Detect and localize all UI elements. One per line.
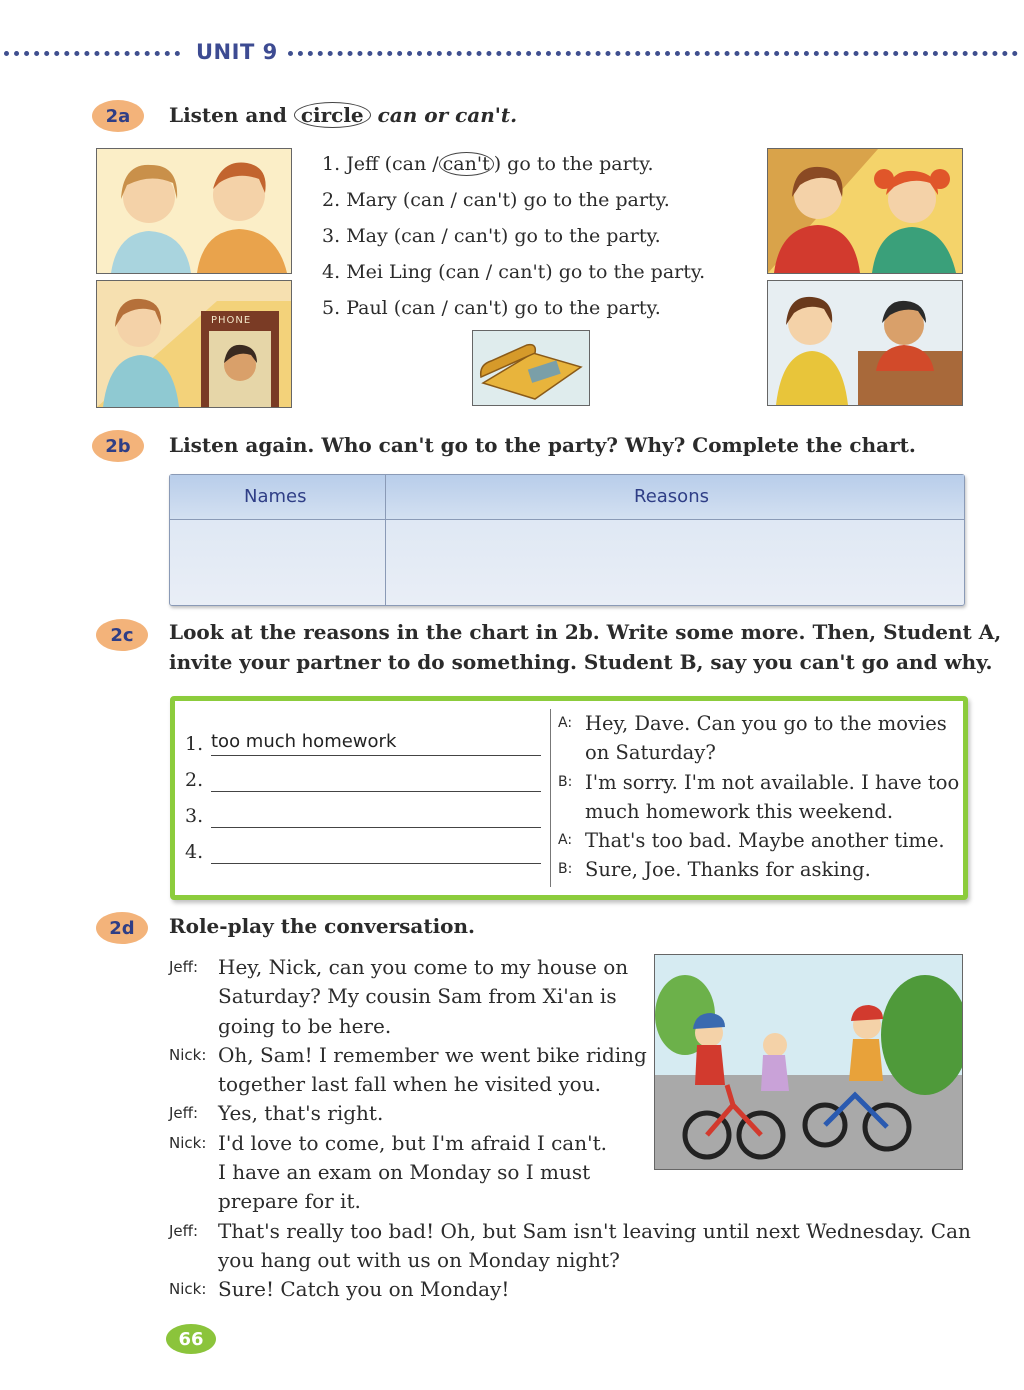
illustration-telephone <box>472 330 590 406</box>
item-text: Mei Ling (can / can't) go to the party. <box>346 261 706 283</box>
header-dotted-rule-right <box>288 51 1018 56</box>
list-item <box>322 254 705 290</box>
conversation-text: I'd love to come, but I'm afraid I can't. <box>218 1130 608 1155</box>
speaker-label: Nick: <box>169 1280 207 1299</box>
conversation-line <box>169 1099 971 1128</box>
item-text: Jeff (can / <box>346 153 439 175</box>
conversation-line <box>169 1187 971 1216</box>
item-number: 4. <box>322 261 341 283</box>
conversation-line <box>169 1217 971 1246</box>
dialogue-line <box>558 797 959 826</box>
box-divider <box>550 709 551 887</box>
dialogue-line <box>558 855 959 884</box>
dialogue-line <box>558 738 959 767</box>
names-reasons-chart <box>169 474 965 606</box>
speaker-label: Nick: <box>169 1133 207 1152</box>
conversation-text: going to be here. <box>218 1013 392 1038</box>
instruction-2c-line1: Look at the reasons in the chart in 2b. Write some more. Then, Student A, <box>169 620 1002 644</box>
section-badge-2c: 2c <box>96 619 148 651</box>
unit-title: UNIT 9 <box>196 40 278 64</box>
illustration-phone-booth <box>96 280 292 408</box>
conversation-line <box>169 953 971 982</box>
reason-number: 2. <box>185 769 204 791</box>
chart-column-divider <box>385 475 386 605</box>
conversation-text: together last fall when he visited you. <box>218 1072 601 1097</box>
dialogue-text: Sure, Joe. Thanks for asking. <box>585 858 871 882</box>
conversation-text: Saturday? My cousin Sam from Xi'an is <box>218 984 617 1009</box>
instruction-2a <box>169 100 517 130</box>
dialogue-text: I'm sorry. I'm not available. I have too <box>585 770 960 794</box>
reason-number: 3. <box>185 805 204 827</box>
conversation-line <box>169 1158 971 1187</box>
section-badge-2a: 2a <box>92 100 144 132</box>
conversation-text: Yes, that's right. <box>218 1101 384 1126</box>
section-badge-2b: 2b <box>92 430 144 462</box>
sample-dialogue <box>558 709 959 885</box>
conversation-text: I have an exam on Monday so I must <box>218 1160 591 1185</box>
conversation-text: Oh, Sam! I remember we went bike riding <box>218 1042 647 1067</box>
circled-answer: can't <box>439 152 494 176</box>
conversation-line <box>169 1246 971 1275</box>
dialogue-line <box>558 709 959 738</box>
reasons-and-dialogue-box <box>170 696 968 900</box>
speaker-label: B: <box>558 773 573 790</box>
item-number: 1. <box>322 153 341 175</box>
list-item <box>322 146 705 182</box>
illustration-girl-and-boy <box>96 148 292 274</box>
list-item <box>322 218 705 254</box>
dialogue-text: much homework this weekend. <box>585 799 894 823</box>
item-text: ) go to the party. <box>493 153 654 175</box>
page-number: 66 <box>166 1324 216 1354</box>
speaker-label: A: <box>558 715 573 731</box>
header-dotted-rule-left <box>4 51 180 56</box>
reason-answer-1: too much homework <box>211 731 397 752</box>
phone-booth-sign: PHONE <box>211 315 252 326</box>
list-item <box>322 290 705 326</box>
item-text: Mary (can / can't) go to the party. <box>346 189 670 211</box>
reason-number: 4. <box>185 841 204 863</box>
instruction-2b: Listen again. Who can't go to the party? Why? Complete the chart. <box>169 433 916 457</box>
speaker-label: A: <box>558 832 573 849</box>
instruction-2c-line2: invite your partner to do something. Student B, say you can't go and why. <box>169 650 993 674</box>
conversation-text: Hey, Nick, can you come to my house on <box>218 955 629 979</box>
roleplay-conversation <box>169 953 971 1305</box>
reasons-answer-cell[interactable] <box>387 521 963 603</box>
speaker-label: Jeff: <box>169 958 199 976</box>
dialogue-line <box>558 826 959 855</box>
conversation-text: you hang out with us on Monday night? <box>218 1247 620 1272</box>
instruction-2c <box>169 617 1001 677</box>
reason-line-4[interactable] <box>211 863 541 864</box>
item-text: May (can / can't) go to the party. <box>346 225 661 247</box>
dialogue-text: That's too bad. Maybe another time. <box>585 829 945 853</box>
reason-line-3[interactable] <box>211 827 541 828</box>
section-badge-2d: 2d <box>96 912 148 944</box>
dialogue-text: on Saturday? <box>585 741 716 765</box>
reason-line-1[interactable] <box>211 755 541 756</box>
dialogue-line <box>558 768 959 797</box>
speaker-label: B: <box>558 861 573 878</box>
item-number: 3. <box>322 225 341 247</box>
item-number: 2. <box>322 189 341 211</box>
instruction-2a-circled-word: circle <box>294 102 371 128</box>
reason-line-2[interactable] <box>211 791 541 792</box>
speaker-label: Jeff: <box>169 1221 199 1240</box>
names-answer-cell[interactable] <box>170 521 385 603</box>
chart-header-reasons: Reasons <box>634 486 709 507</box>
listen-items-2a <box>322 146 705 326</box>
dialogue-text: Hey, Dave. Can you go to the movies <box>585 712 947 735</box>
item-number: 5. <box>322 297 341 319</box>
conversation-line <box>169 1012 971 1041</box>
conversation-text: Sure! Catch you on Monday! <box>218 1277 510 1302</box>
conversation-line <box>169 1070 971 1099</box>
illustration-fence-conversation <box>767 280 963 406</box>
speaker-label: Jeff: <box>169 1104 199 1123</box>
list-item <box>322 182 705 218</box>
illustration-two-girls-phone <box>767 148 963 274</box>
conversation-line <box>169 1275 971 1304</box>
conversation-line <box>169 982 971 1011</box>
instruction-2a-pre: Listen and <box>169 103 287 127</box>
reason-number: 1. <box>185 733 204 755</box>
instruction-2a-post: can or can't. <box>377 103 518 127</box>
speaker-label: Nick: <box>169 1045 207 1064</box>
conversation-text: prepare for it. <box>218 1189 361 1214</box>
instruction-2d: Role-play the conversation. <box>169 914 476 938</box>
conversation-text: That's really too bad! Oh, but Sam isn't leaving until next Wednesday. Can <box>218 1218 971 1243</box>
chart-header-names: Names <box>244 486 307 507</box>
conversation-line <box>169 1041 971 1070</box>
conversation-line <box>169 1129 971 1158</box>
item-text: Paul (can / can't) go to the party. <box>346 297 661 319</box>
